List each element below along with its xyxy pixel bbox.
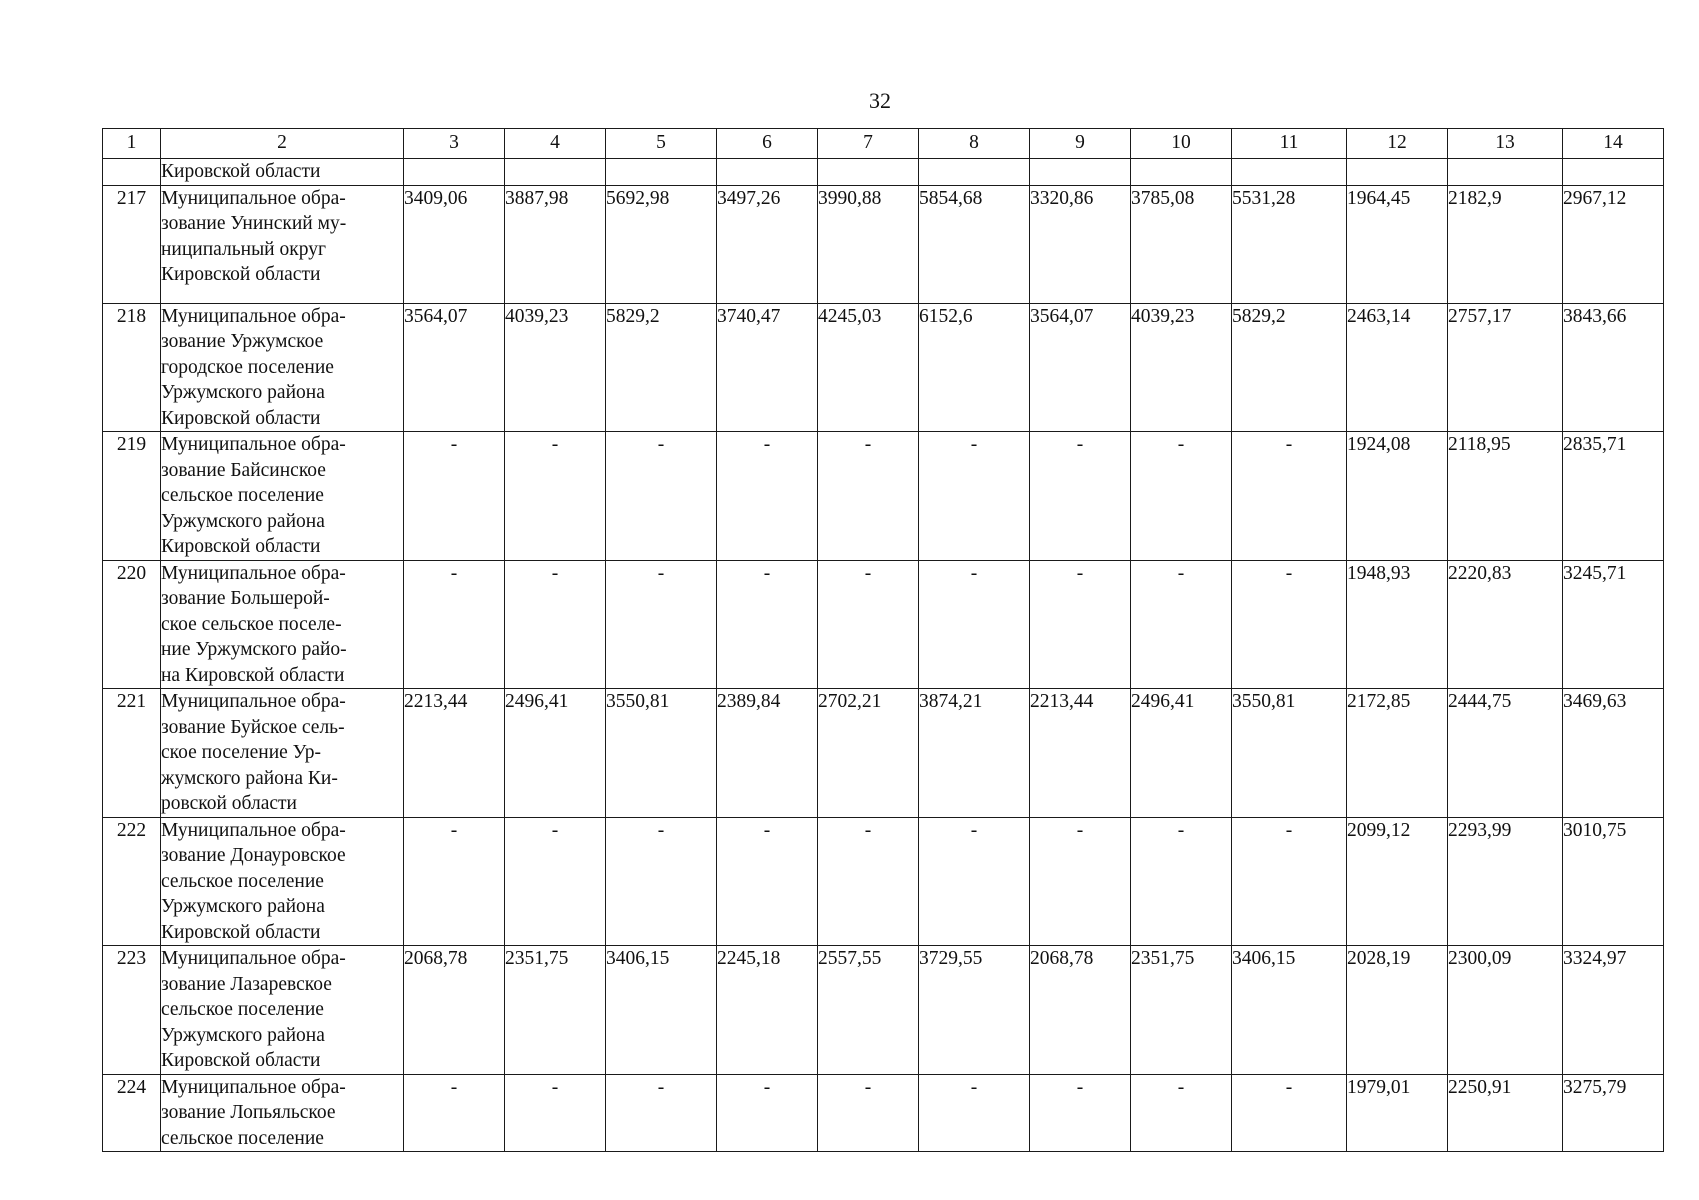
value-cell: - <box>505 1074 606 1152</box>
value-cell: - <box>1030 560 1131 689</box>
table-row <box>103 946 1664 1075</box>
value-cell: 3740,47 <box>717 303 818 432</box>
table-row <box>103 159 1664 186</box>
value-cell: 2118,95 <box>1448 432 1563 561</box>
value-cell: - <box>505 817 606 946</box>
value-cell: - <box>404 1074 505 1152</box>
row-number: 223 <box>103 946 161 1075</box>
municipality-name: Муниципальное обра- зование Лопьяльское сельское поселение <box>161 1074 404 1152</box>
value-cell <box>606 159 717 186</box>
value-cell: 2702,21 <box>818 689 919 818</box>
value-cell: 2967,12 <box>1563 185 1664 303</box>
value-cell: 5854,68 <box>919 185 1030 303</box>
value-cell: - <box>1030 432 1131 561</box>
value-cell: 5531,28 <box>1232 185 1347 303</box>
table-row <box>103 303 1664 432</box>
value-cell: 3497,26 <box>717 185 818 303</box>
value-cell: 3409,06 <box>404 185 505 303</box>
value-cell: 2351,75 <box>1131 946 1232 1075</box>
value-cell: - <box>404 432 505 561</box>
value-cell: 2835,71 <box>1563 432 1664 561</box>
value-cell: 2182,9 <box>1448 185 1563 303</box>
value-cell: 1964,45 <box>1347 185 1448 303</box>
header-row <box>103 129 1664 159</box>
value-cell: 3887,98 <box>505 185 606 303</box>
value-cell <box>404 159 505 186</box>
value-cell: 2444,75 <box>1448 689 1563 818</box>
value-cell: - <box>606 817 717 946</box>
value-cell: 2099,12 <box>1347 817 1448 946</box>
column-header: 8 <box>919 129 1030 159</box>
value-cell: 1948,93 <box>1347 560 1448 689</box>
value-cell <box>1563 159 1664 186</box>
column-header: 12 <box>1347 129 1448 159</box>
column-header: 2 <box>161 129 404 159</box>
table-header <box>103 129 1664 159</box>
value-cell: - <box>717 432 818 561</box>
page-number: 32 <box>869 88 891 113</box>
value-cell <box>505 159 606 186</box>
column-header: 9 <box>1030 129 1131 159</box>
value-cell: - <box>1232 560 1347 689</box>
column-header: 1 <box>103 129 161 159</box>
value-cell: 5829,2 <box>606 303 717 432</box>
value-cell: - <box>606 432 717 561</box>
municipality-name: Муниципальное обра- зование Большерой- ское сельское поселе- ние Уржумского райо- на Кировской области <box>161 560 404 689</box>
value-cell: - <box>404 817 505 946</box>
value-cell: 2068,78 <box>404 946 505 1075</box>
row-number: 217 <box>103 185 161 303</box>
value-cell: - <box>1131 1074 1232 1152</box>
value-cell <box>1131 159 1232 186</box>
value-cell: 3990,88 <box>818 185 919 303</box>
value-cell: 2557,55 <box>818 946 919 1075</box>
value-cell: 2757,17 <box>1448 303 1563 432</box>
value-cell: 1979,01 <box>1347 1074 1448 1152</box>
value-cell: 3324,97 <box>1563 946 1664 1075</box>
column-header: 7 <box>818 129 919 159</box>
value-cell <box>919 159 1030 186</box>
value-cell: - <box>1030 817 1131 946</box>
municipality-name: Муниципальное обра- зование Донауровское сельское поселение Уржумского района Кировской области <box>161 817 404 946</box>
value-cell: - <box>717 817 818 946</box>
value-cell: - <box>818 560 919 689</box>
value-cell: 2172,85 <box>1347 689 1448 818</box>
value-cell: - <box>1232 1074 1347 1152</box>
value-cell: 3564,07 <box>404 303 505 432</box>
value-cell: - <box>919 560 1030 689</box>
value-cell: 3469,63 <box>1563 689 1664 818</box>
column-header: 14 <box>1563 129 1664 159</box>
column-header: 11 <box>1232 129 1347 159</box>
municipality-name: Муниципальное обра- зование Байсинское сельское поселение Уржумского района Кировской области <box>161 432 404 561</box>
value-cell: - <box>1232 432 1347 561</box>
row-number: 222 <box>103 817 161 946</box>
value-cell: 2220,83 <box>1448 560 1563 689</box>
value-cell: - <box>818 432 919 561</box>
row-number: 218 <box>103 303 161 432</box>
table-row <box>103 185 1664 303</box>
value-cell: - <box>717 1074 818 1152</box>
value-cell: 3245,71 <box>1563 560 1664 689</box>
value-cell: 2300,09 <box>1448 946 1563 1075</box>
table-body <box>103 159 1664 1152</box>
row-number <box>103 159 161 186</box>
value-cell: 2028,19 <box>1347 946 1448 1075</box>
value-cell: 1924,08 <box>1347 432 1448 561</box>
row-number: 220 <box>103 560 161 689</box>
row-number: 224 <box>103 1074 161 1152</box>
value-cell: - <box>606 1074 717 1152</box>
value-cell: 3550,81 <box>606 689 717 818</box>
value-cell: 3550,81 <box>1232 689 1347 818</box>
value-cell: 3406,15 <box>606 946 717 1075</box>
value-cell: - <box>919 1074 1030 1152</box>
table-row <box>103 689 1664 818</box>
value-cell: - <box>919 432 1030 561</box>
column-header: 4 <box>505 129 606 159</box>
row-number: 219 <box>103 432 161 561</box>
value-cell: 2213,44 <box>1030 689 1131 818</box>
value-cell: - <box>1232 817 1347 946</box>
value-cell <box>1030 159 1131 186</box>
value-cell: 2245,18 <box>717 946 818 1075</box>
value-cell: - <box>1030 1074 1131 1152</box>
value-cell <box>717 159 818 186</box>
value-cell <box>1347 159 1448 186</box>
value-cell: 3010,75 <box>1563 817 1664 946</box>
value-cell: 3320,86 <box>1030 185 1131 303</box>
municipality-name: Муниципальное обра- зование Лазаревское сельское поселение Уржумского района Кировской области <box>161 946 404 1075</box>
value-cell: 2463,14 <box>1347 303 1448 432</box>
value-cell: - <box>818 1074 919 1152</box>
value-cell: 4039,23 <box>1131 303 1232 432</box>
value-cell: 3874,21 <box>919 689 1030 818</box>
value-cell: 2250,91 <box>1448 1074 1563 1152</box>
column-header: 5 <box>606 129 717 159</box>
value-cell: 5692,98 <box>606 185 717 303</box>
value-cell: 2351,75 <box>505 946 606 1075</box>
value-cell: - <box>919 817 1030 946</box>
value-cell: 2068,78 <box>1030 946 1131 1075</box>
municipality-name: Муниципальное обра- зование Уржумское городское поселение Уржумского района Кировской области <box>161 303 404 432</box>
value-cell: - <box>404 560 505 689</box>
value-cell: 6152,6 <box>919 303 1030 432</box>
table-row <box>103 817 1664 946</box>
value-cell: 3564,07 <box>1030 303 1131 432</box>
value-cell: - <box>505 432 606 561</box>
value-cell <box>1448 159 1563 186</box>
table-row <box>103 1074 1664 1152</box>
column-header: 3 <box>404 129 505 159</box>
column-header: 6 <box>717 129 818 159</box>
value-cell: 5829,2 <box>1232 303 1347 432</box>
municipality-name: Кировской области <box>161 159 404 186</box>
value-cell: 3785,08 <box>1131 185 1232 303</box>
value-cell: - <box>818 817 919 946</box>
value-cell: 4245,03 <box>818 303 919 432</box>
value-cell: 2496,41 <box>505 689 606 818</box>
tariff-table <box>102 128 1664 1152</box>
value-cell: 2496,41 <box>1131 689 1232 818</box>
table-row <box>103 560 1664 689</box>
value-cell: 2293,99 <box>1448 817 1563 946</box>
value-cell: - <box>606 560 717 689</box>
table-row <box>103 432 1664 561</box>
value-cell <box>818 159 919 186</box>
value-cell: 2389,84 <box>717 689 818 818</box>
row-number: 221 <box>103 689 161 818</box>
value-cell: - <box>1131 817 1232 946</box>
value-cell: 3729,55 <box>919 946 1030 1075</box>
value-cell: 3406,15 <box>1232 946 1347 1075</box>
value-cell: 3275,79 <box>1563 1074 1664 1152</box>
municipality-name: Муниципальное обра- зование Унинский му- ниципальный округ Кировской области <box>161 185 404 303</box>
column-header: 10 <box>1131 129 1232 159</box>
value-cell: 3843,66 <box>1563 303 1664 432</box>
value-cell: - <box>505 560 606 689</box>
municipality-name: Муниципальное обра- зование Буйское сель- ское поселение Ур- жумского района Ки- ровской области <box>161 689 404 818</box>
value-cell: - <box>1131 432 1232 561</box>
value-cell: 2213,44 <box>404 689 505 818</box>
value-cell: 4039,23 <box>505 303 606 432</box>
value-cell: - <box>717 560 818 689</box>
value-cell: - <box>1131 560 1232 689</box>
value-cell <box>1232 159 1347 186</box>
column-header: 13 <box>1448 129 1563 159</box>
